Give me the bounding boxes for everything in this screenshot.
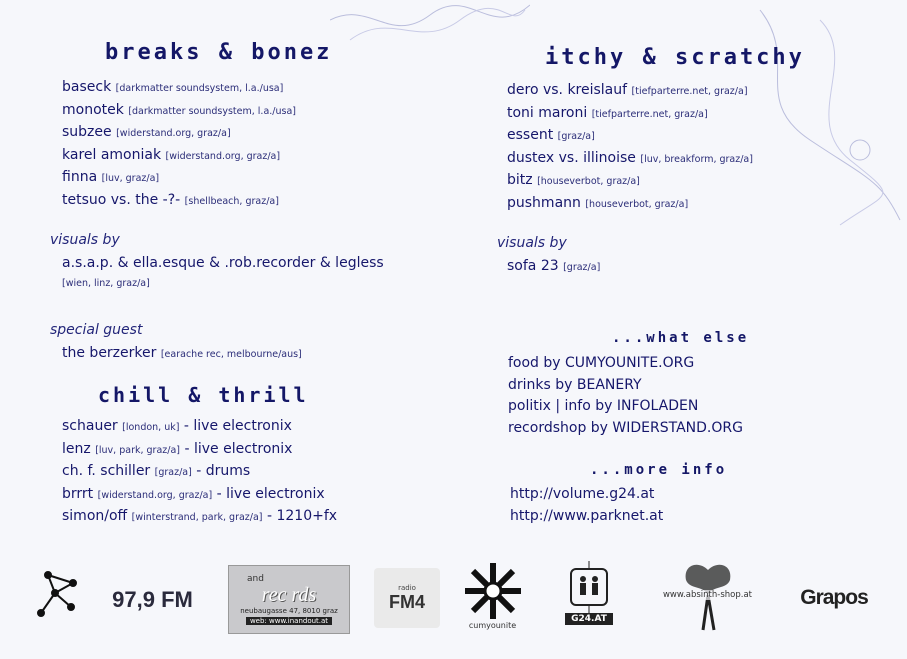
list-item: ch. f. schiller [graz/a] - drums bbox=[62, 463, 251, 479]
decorative-swirl-right bbox=[740, 0, 907, 230]
list-item: drinks by BEANERY bbox=[508, 376, 642, 393]
list-item: food by CUMYOUNITE.ORG bbox=[508, 355, 695, 371]
special-guest: the berzerker [earache rec, melbourne/aus] bbox=[62, 345, 302, 361]
inandout-records-logo: and rec rds neubaugasse 47, 8010 graz web: www.inandout.at bbox=[228, 565, 350, 634]
list-item: lenz [luv, park, graz/a] - live electronix bbox=[62, 440, 293, 457]
fm4-logo: radio FM4 bbox=[374, 568, 440, 628]
network-icon bbox=[33, 565, 83, 620]
list-item: schauer [london, uk] - live electronix bbox=[62, 418, 292, 434]
list-item: brrrt [widerstand.org, graz/a] - live electronix bbox=[62, 485, 325, 502]
list-item: finna [luv, graz/a] bbox=[62, 169, 160, 185]
starburst-icon bbox=[463, 561, 523, 621]
list-item: pushmann [houseverbot, graz/a] bbox=[507, 194, 689, 211]
list-item: politix | info by INFOLADEN bbox=[508, 398, 699, 414]
network-logo bbox=[30, 562, 85, 622]
itchy-scratchy-heading: itchy & scratchy bbox=[545, 45, 805, 70]
visuals-names-left: a.s.a.p. & ella.esque & .rob.recorder & legless bbox=[62, 255, 384, 271]
cumyounite-logo: cumyounite bbox=[455, 555, 530, 635]
list-item: recordshop by WIDERSTAND.ORG bbox=[508, 419, 743, 436]
more-info-links bbox=[510, 484, 663, 527]
list-item: bitz [houseverbot, graz/a] bbox=[507, 172, 640, 188]
list-item: subzee [widerstand.org, graz/a] bbox=[62, 124, 231, 140]
list-item: tetsuo vs. the -?- [shellbeach, graz/a] bbox=[62, 191, 279, 208]
decorative-swirl-top bbox=[330, 0, 530, 50]
list-item: monotek [darkmatter soundsystem, l.a./usa] bbox=[62, 101, 296, 118]
visuals-label-right: visuals by bbox=[497, 235, 567, 251]
visuals-tag-left: [wien, linz, graz/a] bbox=[62, 278, 150, 289]
list-item: dero vs. kreislauf [tiefparterre.net, graz/a] bbox=[507, 82, 748, 98]
link-parknet[interactable]: http://www.parknet.at bbox=[510, 507, 664, 524]
itchy-artist-list bbox=[507, 80, 753, 215]
radio-979-logo: 97,9 FM bbox=[112, 587, 193, 612]
list-item: karel amoniak [widerstand.org, graz/a] bbox=[62, 146, 281, 163]
what-else-heading: ...what else bbox=[612, 330, 750, 346]
people-icon bbox=[567, 561, 611, 613]
list-item: baseck [darkmatter soundsystem, l.a./usa] bbox=[62, 79, 284, 95]
what-else-list bbox=[508, 353, 743, 439]
special-guest-label: special guest bbox=[50, 322, 143, 338]
chill-artist-list bbox=[62, 416, 337, 529]
link-volume[interactable]: http://volume.g24.at bbox=[510, 486, 655, 502]
list-item: toni maroni [tiefparterre.net, graz/a] bbox=[507, 104, 708, 121]
visuals-right: sofa 23 [graz/a] bbox=[507, 258, 601, 274]
breaks-bonez-heading: breaks & bonez bbox=[105, 40, 333, 65]
absinth-shop-logo: www.absinth-shop.at bbox=[640, 555, 775, 635]
breaks-artist-list bbox=[62, 77, 296, 212]
visuals-label-left: visuals by bbox=[50, 232, 120, 248]
list-item: simon/off [winterstrand, park, graz/a] - 1210+fx bbox=[62, 508, 338, 524]
g24-logo: G24.AT bbox=[560, 550, 618, 635]
grapos-logo: Grapos bbox=[800, 586, 868, 609]
more-info-heading: ...more info bbox=[590, 462, 728, 478]
list-item: essent [graz/a] bbox=[507, 127, 595, 143]
list-item: dustex vs. illinoise [luv, breakform, graz/a] bbox=[507, 149, 753, 166]
chill-thrill-heading: chill & thrill bbox=[98, 383, 309, 407]
